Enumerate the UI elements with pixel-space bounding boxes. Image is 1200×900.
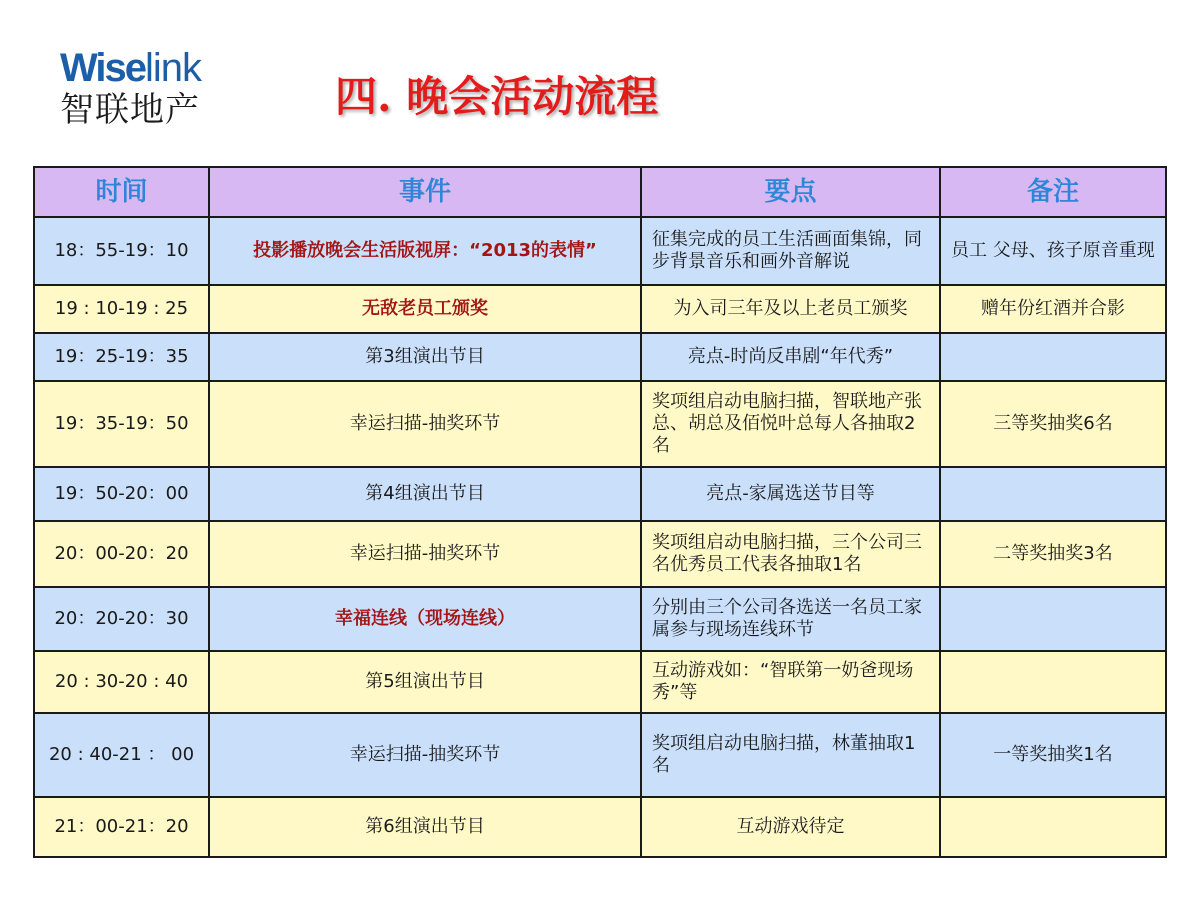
table-row: [34, 713, 1166, 797]
table-row: [34, 797, 1166, 857]
row-note: 二等奖抽奖3名: [940, 521, 1166, 587]
row-time: 19：50-20：00: [34, 467, 209, 521]
row-time: 20：00-20：20: [34, 521, 209, 587]
company-logo: [60, 48, 220, 130]
table-row: [34, 587, 1166, 651]
row-point: 亮点-家属选送节目等: [641, 467, 940, 521]
row-point: 奖项组启动电脑扫描，三个公司三名优秀员工代表各抽取1名: [641, 521, 940, 587]
row-point: 分别由三个公司各选送一名员工家属参与现场连线环节: [641, 587, 940, 651]
row-event: 第5组演出节目: [209, 651, 641, 713]
row-time: 20：20-20：30: [34, 587, 209, 651]
header-point: 要点: [641, 167, 940, 217]
logo-link: link: [145, 46, 202, 90]
row-time: 19：25-19：35: [34, 333, 209, 381]
row-time: 21：00-21：20: [34, 797, 209, 857]
row-note: 员工 父母、孩子原音重现: [940, 217, 1166, 285]
table-row: [34, 651, 1166, 713]
row-note: [940, 587, 1166, 651]
row-note: [940, 797, 1166, 857]
row-note: [940, 333, 1166, 381]
row-note: [940, 467, 1166, 521]
table-row: [34, 521, 1166, 587]
table-row: [34, 285, 1166, 333]
row-event: 第4组演出节目: [209, 467, 641, 521]
header-note: 备注: [940, 167, 1166, 217]
schedule-table: [33, 166, 1167, 858]
logo-wise: Wise: [60, 46, 146, 90]
row-point: 征集完成的员工生活画面集锦，同步背景音乐和画外音解说: [641, 217, 940, 285]
row-note: [940, 651, 1166, 713]
row-point: 互动游戏待定: [641, 797, 940, 857]
row-time: 20 : 30-20 : 40: [34, 651, 209, 713]
row-event: 第3组演出节目: [209, 333, 641, 381]
row-time: 20 : 40-21 ： 00: [34, 713, 209, 797]
header-event: 事件: [209, 167, 641, 217]
table-row: [34, 333, 1166, 381]
table-row: [34, 467, 1166, 521]
row-point: 为入司三年及以上老员工颁奖: [641, 285, 940, 333]
row-point: 亮点-时尚反串剧“年代秀”: [641, 333, 940, 381]
row-note: 赠年份红酒并合影: [940, 285, 1166, 333]
row-point: 奖项组启动电脑扫描，林董抽取1名: [641, 713, 940, 797]
row-event: 幸福连线（现场连线）: [209, 587, 641, 651]
row-time: 18：55-19：10: [34, 217, 209, 285]
table-row: [34, 217, 1166, 285]
logo-english: [60, 48, 220, 88]
row-event: 幸运扫描-抽奖环节: [209, 381, 641, 467]
page-title: 四. 晚会活动流程: [335, 72, 659, 121]
logo-chinese: 智联地产: [60, 90, 200, 130]
row-point: 奖项组启动电脑扫描，智联地产张总、胡总及佰悦叶总每人各抽取2名: [641, 381, 940, 467]
row-point: 互动游戏如：“智联第一奶爸现场秀”等: [641, 651, 940, 713]
row-event: 第6组演出节目: [209, 797, 641, 857]
row-event: 投影播放晚会生活版视屏：“2013的表情”: [209, 217, 641, 285]
row-note: 三等奖抽奖6名: [940, 381, 1166, 467]
row-event: 幸运扫描-抽奖环节: [209, 713, 641, 797]
row-note: 一等奖抽奖1名: [940, 713, 1166, 797]
row-time: 19 : 10-19 : 25: [34, 285, 209, 333]
row-event: 幸运扫描-抽奖环节: [209, 521, 641, 587]
header-time: 时间: [34, 167, 209, 217]
header-row: [34, 167, 1166, 217]
row-time: 19：35-19：50: [34, 381, 209, 467]
row-event: 无敌老员工颁奖: [209, 285, 641, 333]
table-row: [34, 381, 1166, 467]
